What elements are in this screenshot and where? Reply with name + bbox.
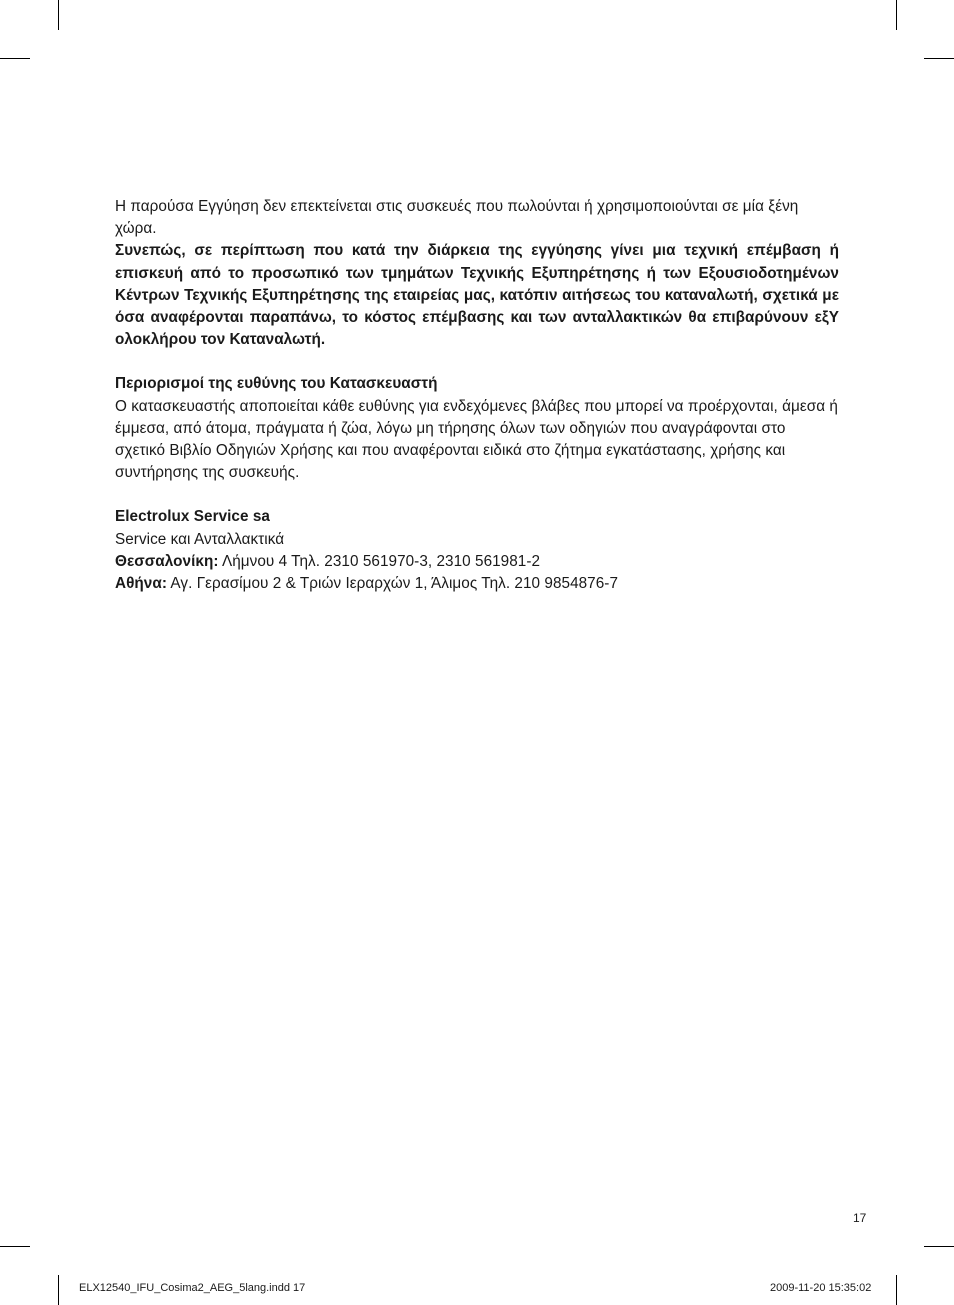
limitations-paragraph: Ο κατασκευαστής αποποιείται κάθε ευθύνης για ενδεχόμενες βλάβες που μπορεί να προέρχονται, άμεσα ή έμμεσα, από άτομα, πράγματα ή ζώα, λόγω μη τήρησης όλων των οδηγιών που αναγράφονται στο σχετικό Βιβλίο Οδηγιών Χρήσης και που αναφέρονται ειδικά στο ζήτημα εγκατάστασης, χρήσης και συντήρησης της συσκευής. [115,397,838,482]
footer-file-info: ELX12540_IFU_Cosima2_AEG_5lang.indd 17 [79,1282,306,1294]
document-body [115,196,839,595]
footer-timestamp: 2009-11-20 15:35:02 [770,1282,872,1294]
crop-mark-bottom-right-horizontal [924,1246,954,1247]
thessaloniki-label: Θεσσαλονίκη: [115,552,219,570]
crop-mark-top-right-horizontal [924,58,954,59]
crop-mark-bottom-left-horizontal [0,1246,30,1247]
athens-label: Αθήνα: [115,575,167,593]
crop-mark-top-left-vertical [58,0,59,30]
athens-address [115,573,839,595]
warranty-foreign-paragraph: Η παρούσα Εγγύηση δεν επεκτείνεται στις συσκευές που πωλούνται ή χρησιμοποιούνται σε μία ξένη χώρα. [115,198,799,238]
crop-mark-bottom-right-vertical [896,1275,897,1305]
crop-mark-bottom-left-vertical [58,1275,59,1305]
page-number: 17 [853,1211,867,1225]
service-subtitle: Service και Ανταλλακτικά [115,530,285,548]
thessaloniki-details: Λήμνου 4 Τηλ. 2310 561970-3, 2310 561981-2 [218,552,541,570]
athens-details: Αγ. Γερασίμου 2 & Τριών Ιεραρχών 1, Άλιμος Τηλ. 210 9854876-7 [166,575,619,593]
thessaloniki-address [115,551,839,573]
service-company-name: Electrolux Service sa [115,508,270,526]
crop-mark-top-right-vertical [896,0,897,30]
crop-mark-top-left-horizontal [0,58,30,59]
warranty-cost-paragraph: Συνεπώς, σε περίπτωση που κατά την διάρκεια της εγγύησης γίνει μια τεχνική επέμβαση ή επισκευή από το προσωπικό των τμημάτων Τεχνικής Εξυπηρέτησης ή των Εξουσιοδοτημένων Κέντρων Τεχνικής Εξυπηρέτησης της εταιρείας μας, κατόπιν αιτήσεως του καταναλωτή, σχετικά με όσα αναφέρονται παραπάνω, το κόστος επέμβασης και των ανταλλακτικών θα επιβαρύνουν εξΥ ολοκλήρου τον Καταναλωτή. [115,242,839,349]
limitations-heading: Περιορισμοί της ευθύνης του Κατασκευαστή [115,375,438,393]
